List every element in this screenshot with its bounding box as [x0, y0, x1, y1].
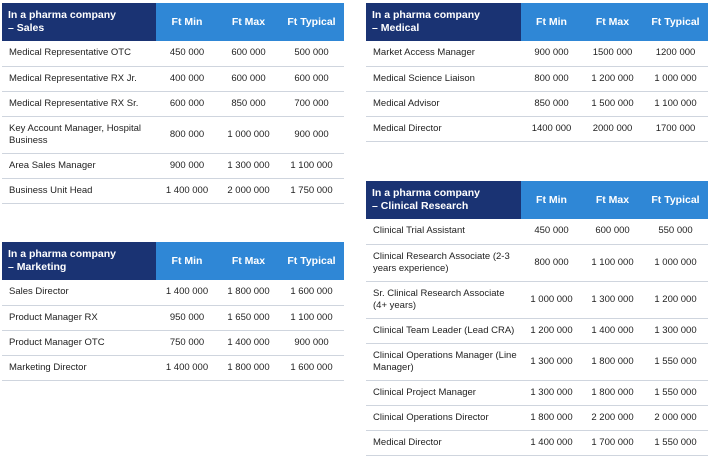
column-header-min: Ft Min: [156, 3, 218, 41]
table-row: [366, 405, 708, 430]
min-salary-cell: 450 000: [156, 41, 218, 66]
max-salary-cell: 1 400 000: [218, 330, 279, 355]
column-header-max: Ft Max: [582, 3, 643, 41]
column-header-min: Ft Min: [521, 181, 582, 219]
medical-salary-table: [366, 3, 708, 142]
role-cell: Product Manager RX: [2, 305, 156, 330]
typical-salary-cell: 1 000 000: [643, 244, 708, 281]
table-row: [366, 219, 708, 244]
max-salary-cell: 1 300 000: [582, 281, 643, 318]
max-salary-cell: 600 000: [582, 219, 643, 244]
role-cell: Medical Representative OTC: [2, 41, 156, 66]
table-row: [366, 430, 708, 455]
role-cell: Clinical Operations Director: [366, 405, 521, 430]
max-salary-cell: 1 300 000: [218, 153, 279, 178]
max-salary-cell: 1 000 000: [218, 116, 279, 153]
role-cell: Clinical Trial Assistant: [366, 219, 521, 244]
min-salary-cell: 600 000: [156, 91, 218, 116]
sales-salary-table: [2, 3, 344, 204]
min-salary-cell: 900 000: [521, 41, 582, 66]
table-row: [366, 116, 708, 141]
min-salary-cell: 850 000: [521, 91, 582, 116]
role-cell: Marketing Director: [2, 355, 156, 380]
table-row: [2, 66, 344, 91]
marketing-salary-table: [2, 242, 344, 381]
table-row: [366, 66, 708, 91]
min-salary-cell: 1 200 000: [521, 318, 582, 343]
min-salary-cell: 1 300 000: [521, 343, 582, 380]
typical-salary-cell: 500 000: [279, 41, 344, 66]
table-row: [2, 178, 344, 203]
typical-salary-cell: 2 000 000: [643, 405, 708, 430]
role-cell: Medical Director: [366, 116, 521, 141]
max-salary-cell: 1 800 000: [218, 355, 279, 380]
max-salary-cell: 1500 000: [582, 41, 643, 66]
table-title-line2: – Marketing: [8, 261, 67, 273]
typical-salary-cell: 1 550 000: [643, 430, 708, 455]
max-salary-cell: 1 500 000: [582, 91, 643, 116]
column-header-typical: Ft Typical: [279, 3, 344, 41]
role-cell: Medical Representative RX Jr.: [2, 66, 156, 91]
typical-salary-cell: 550 000: [643, 219, 708, 244]
table-title-line1: In a pharma company: [8, 9, 116, 21]
typical-salary-cell: 1200 000: [643, 41, 708, 66]
max-salary-cell: 1 100 000: [582, 244, 643, 281]
column-header-min: Ft Min: [156, 242, 218, 280]
typical-salary-cell: 700 000: [279, 91, 344, 116]
min-salary-cell: 1 300 000: [521, 380, 582, 405]
table-title: [2, 242, 156, 280]
clinical-research-salary-table: [366, 181, 708, 456]
role-cell: Sales Director: [2, 280, 156, 305]
table-row: [2, 280, 344, 305]
typical-salary-cell: 1 100 000: [279, 153, 344, 178]
max-salary-cell: 850 000: [218, 91, 279, 116]
typical-salary-cell: 1 200 000: [643, 281, 708, 318]
role-cell: Business Unit Head: [2, 178, 156, 203]
column-header-typical: Ft Typical: [643, 3, 708, 41]
column-header-max: Ft Max: [218, 3, 279, 41]
table-title-line1: In a pharma company: [372, 9, 480, 21]
role-cell: Medical Director: [366, 430, 521, 455]
table-title-line1: In a pharma company: [372, 187, 480, 199]
table-header-row: [2, 242, 344, 280]
table-row: [2, 330, 344, 355]
min-salary-cell: 1 400 000: [156, 280, 218, 305]
max-salary-cell: 1 200 000: [582, 66, 643, 91]
typical-salary-cell: 1700 000: [643, 116, 708, 141]
max-salary-cell: 1 700 000: [582, 430, 643, 455]
min-salary-cell: 1 400 000: [156, 355, 218, 380]
max-salary-cell: 1 800 000: [582, 380, 643, 405]
min-salary-cell: 1 800 000: [521, 405, 582, 430]
role-cell: Product Manager OTC: [2, 330, 156, 355]
table-title: [366, 181, 521, 219]
max-salary-cell: 600 000: [218, 66, 279, 91]
typical-salary-cell: 1 000 000: [643, 66, 708, 91]
min-salary-cell: 950 000: [156, 305, 218, 330]
max-salary-cell: 1 800 000: [218, 280, 279, 305]
table-row: [366, 318, 708, 343]
role-cell: Area Sales Manager: [2, 153, 156, 178]
typical-salary-cell: 1 100 000: [643, 91, 708, 116]
role-cell: Key Account Manager, Hospital Business: [2, 116, 156, 153]
table-title-line1: In a pharma company: [8, 248, 116, 260]
max-salary-cell: 1 400 000: [582, 318, 643, 343]
typical-salary-cell: 900 000: [279, 330, 344, 355]
typical-salary-cell: 600 000: [279, 66, 344, 91]
min-salary-cell: 450 000: [521, 219, 582, 244]
role-cell: Clinical Research Associate (2-3 years experience): [366, 244, 521, 281]
table-row: [366, 343, 708, 380]
typical-salary-cell: 1 550 000: [643, 380, 708, 405]
role-cell: Medical Science Liaison: [366, 66, 521, 91]
min-salary-cell: 1 000 000: [521, 281, 582, 318]
min-salary-cell: 750 000: [156, 330, 218, 355]
role-cell: Medical Representative RX Sr.: [2, 91, 156, 116]
table-row: [2, 116, 344, 153]
min-salary-cell: 800 000: [521, 244, 582, 281]
max-salary-cell: 2 000 000: [218, 178, 279, 203]
typical-salary-cell: 1 550 000: [643, 343, 708, 380]
typical-salary-cell: 1 300 000: [643, 318, 708, 343]
table-header-row: [2, 3, 344, 41]
min-salary-cell: 800 000: [521, 66, 582, 91]
table-title-line2: – Medical: [372, 22, 420, 34]
table-row: [366, 41, 708, 66]
table-row: [2, 305, 344, 330]
role-cell: Clinical Project Manager: [366, 380, 521, 405]
min-salary-cell: 1400 000: [521, 116, 582, 141]
role-cell: Medical Advisor: [366, 91, 521, 116]
column-header-typical: Ft Typical: [643, 181, 708, 219]
table-title-line2: – Sales: [8, 22, 45, 34]
column-header-typical: Ft Typical: [279, 242, 344, 280]
typical-salary-cell: 1 750 000: [279, 178, 344, 203]
table-title: [366, 3, 521, 41]
max-salary-cell: 1 650 000: [218, 305, 279, 330]
table-row: [366, 281, 708, 318]
role-cell: Market Access Manager: [366, 41, 521, 66]
table-row: [2, 153, 344, 178]
min-salary-cell: 900 000: [156, 153, 218, 178]
table-header-row: [366, 181, 708, 219]
role-cell: Sr. Clinical Research Associate (4+ years): [366, 281, 521, 318]
typical-salary-cell: 900 000: [279, 116, 344, 153]
role-cell: Clinical Operations Manager (Line Manager): [366, 343, 521, 380]
min-salary-cell: 1 400 000: [156, 178, 218, 203]
table-row: [2, 41, 344, 66]
table-row: [366, 91, 708, 116]
min-salary-cell: 400 000: [156, 66, 218, 91]
role-cell: Clinical Team Leader (Lead CRA): [366, 318, 521, 343]
table-title-line2: – Clinical Research: [372, 200, 469, 212]
table-row: [2, 91, 344, 116]
typical-salary-cell: 1 600 000: [279, 280, 344, 305]
max-salary-cell: 2000 000: [582, 116, 643, 141]
table-title: [2, 3, 156, 41]
column-header-max: Ft Max: [582, 181, 643, 219]
table-row: [2, 355, 344, 380]
column-header-max: Ft Max: [218, 242, 279, 280]
max-salary-cell: 1 800 000: [582, 343, 643, 380]
max-salary-cell: 2 200 000: [582, 405, 643, 430]
min-salary-cell: 1 400 000: [521, 430, 582, 455]
max-salary-cell: 600 000: [218, 41, 279, 66]
min-salary-cell: 800 000: [156, 116, 218, 153]
table-row: [366, 244, 708, 281]
typical-salary-cell: 1 600 000: [279, 355, 344, 380]
column-header-min: Ft Min: [521, 3, 582, 41]
table-row: [366, 380, 708, 405]
table-header-row: [366, 3, 708, 41]
typical-salary-cell: 1 100 000: [279, 305, 344, 330]
